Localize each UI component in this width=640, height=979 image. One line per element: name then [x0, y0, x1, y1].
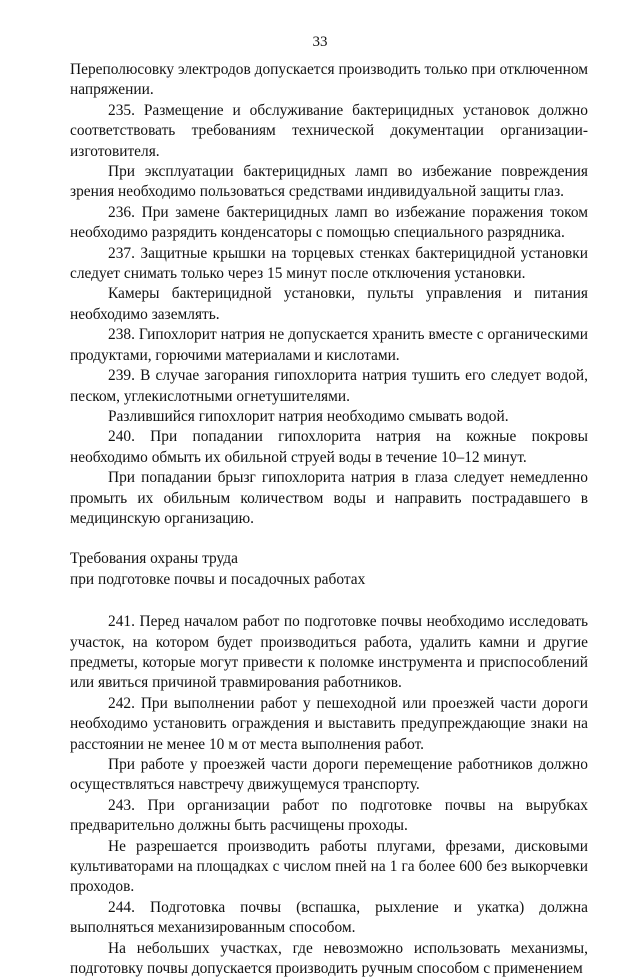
paragraph: При эксплуатации бактерицидных ламп во избежание повреждения зрения необходимо пользоваться средствами индивидуальной защиты глаз.	[70, 163, 588, 201]
paragraphs-before-heading	[70, 60, 588, 529]
page-number: 33	[312, 34, 328, 50]
paragraphs-after-heading	[70, 612, 588, 979]
paragraph: Переполюсовку электродов допускается производить только при отключенном напряжении.	[70, 61, 588, 99]
document-body	[70, 60, 588, 979]
paragraph: 244. Подготовка почвы (вспашка, рыхление и укатка) должна выполняться механизированным способом.	[70, 898, 588, 937]
paragraph: Разлившийся гипохлорит натрия необходимо смывать водой.	[108, 407, 509, 425]
paragraph: 236. При замене бактерицидных ламп во избежание поражения током необходимо разрядить конденсаторы с помощью специального разрядника.	[70, 203, 588, 242]
paragraph: Камеры бактерицидной установки, пульты управления и питания необходимо заземлять.	[70, 285, 588, 323]
section-heading	[70, 549, 588, 590]
paragraph: 235. Размещение и обслуживание бактерицидных установок должно соответствовать требованиям технической документации организации-изготовителя.	[70, 101, 588, 160]
section-heading-line1: Требования охраны труда	[70, 550, 238, 568]
paragraph: 238. Гипохлорит натрия не допускается хранить вместе с органическими продуктами, горючими материалами и кислотами.	[70, 326, 588, 364]
paragraph: При попадании брызг гипохлорита натрия в глаза следует немедленно промыть их обильным количеством воды и направить пострадавшего в медицинскую организацию.	[70, 469, 588, 527]
paragraph: При работе у проезжей части дороги перемещение работников должно осуществляться навстречу движущемуся транспорту.	[70, 756, 588, 794]
paragraph: 243. При организации работ по подготовке почвы на вырубках предварительно должны быть расчищены проходы.	[70, 796, 588, 835]
paragraph: 241. Перед началом работ по подготовке почвы необходимо исследовать участок, на котором будет производиться работа, удалить камни и другие предметы, которые могут привести к поломке инструмента и приспособлений или явиться причиной травмирования работников.	[70, 613, 588, 692]
paragraph: 239. В случае загорания гипохлорита натрия тушить его следует водой, песком, углекислотными огнетушителями.	[70, 367, 588, 405]
paragraph: 240. При попадании гипохлорита натрия на кожные покровы необходимо обмыть их обильной струей воды в течение 10–12 минут.	[70, 428, 588, 466]
paragraph: Не разрешается производить работы плугами, фрезами, дисковыми культиваторами на площадках с числом пней на 1 га более 600 без выкорчевки проходов.	[70, 837, 588, 896]
section-heading-line2: при подготовке почвы и посадочных работах	[70, 570, 366, 588]
paragraph: 242. При выполнении работ у пешеходной или проезжей части дороги необходимо установить ограждения и выставить предупреждающие знаки на расстоянии не менее 10 м от места выполнения работ.	[70, 694, 588, 753]
paragraph: 237. Защитные крышки на торцевых стенках бактерицидной установки следует снимать только через 15 минут после отключения установки.	[70, 244, 588, 283]
paragraph: На небольших участках, где невозможно использовать механизмы, подготовку почвы допускается производить ручным способом с применением	[70, 939, 588, 978]
